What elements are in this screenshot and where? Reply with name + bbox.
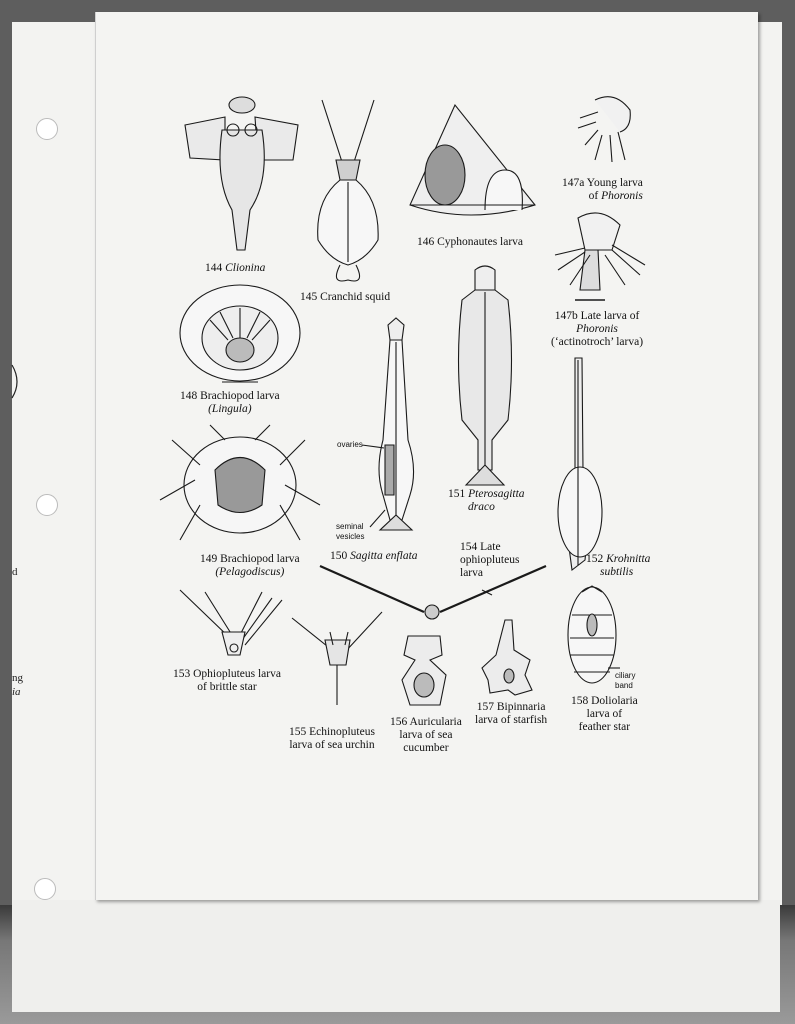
illustration-153-ophiopluteus: [180, 590, 282, 655]
caption-151: 151 Pterosagitta draco: [448, 488, 525, 513]
caption-145: 145 Cranchid squid: [300, 291, 391, 303]
caption-148: 148 Brachiopod larva (Lingula): [180, 390, 280, 415]
caption-149: 149 Brachiopod larva (Pelagodiscus): [200, 553, 300, 578]
illustration-145-cranchid-squid: [318, 100, 378, 281]
caption-154: 154 Late ophiopluteus larva: [460, 541, 520, 579]
caption-152: 152 Krohnitta subtilis: [586, 553, 651, 578]
edge-text-ng: ng: [12, 672, 23, 684]
illustration-158-doliolaria: [568, 586, 620, 683]
illustration-147a-young-phoronis: [578, 97, 630, 162]
label-band: band: [615, 681, 633, 690]
illustration-150-sagitta: [362, 318, 414, 530]
caption-158: 158 Doliolaria larva of feather star: [571, 695, 638, 733]
caption-155: 155 Echinopluteus larva of sea urchin: [289, 726, 375, 751]
caption-156: 156 Auricularia larva of sea cucumber: [390, 716, 462, 754]
caption-157: 157 Bipinnaria larva of starfish: [475, 701, 548, 726]
illustration-157-bipinnaria: [482, 620, 532, 695]
label-seminal: seminal: [336, 522, 364, 531]
illustration-151-pterosagitta: [459, 266, 512, 485]
illustration-147b-actinotroch: [555, 213, 645, 300]
edge-text-ia: ia: [12, 686, 21, 698]
illustration-146-cyphonautes: [410, 105, 535, 215]
illustration-155-echinopluteus: [292, 612, 382, 705]
caption-150: 150 Sagitta enflata: [330, 550, 418, 562]
label-vesicles: vesicles: [336, 532, 365, 541]
illustration-144-clionina: [185, 97, 298, 250]
caption-144: 144 Clionina: [205, 262, 266, 274]
illustration-152-krohnitta: [558, 358, 602, 570]
caption-147b: 147b Late larva of Phoronis (‘actinotroch’ larva): [551, 310, 644, 348]
caption-146: 146 Cyphonautes larva: [417, 236, 524, 248]
caption-153: 153 Ophiopluteus larva of brittle star: [173, 668, 281, 693]
edge-text-d: d: [12, 566, 18, 578]
caption-147a: 147a Young larva of Phoronis: [562, 177, 643, 202]
label-ovaries: ovaries: [337, 440, 363, 449]
illustration-156-auricularia: [402, 636, 446, 705]
illustration-149-pelagodiscus: [160, 425, 320, 540]
label-ciliary: ciliary: [615, 671, 636, 680]
illustration-148-lingula: [180, 285, 300, 382]
